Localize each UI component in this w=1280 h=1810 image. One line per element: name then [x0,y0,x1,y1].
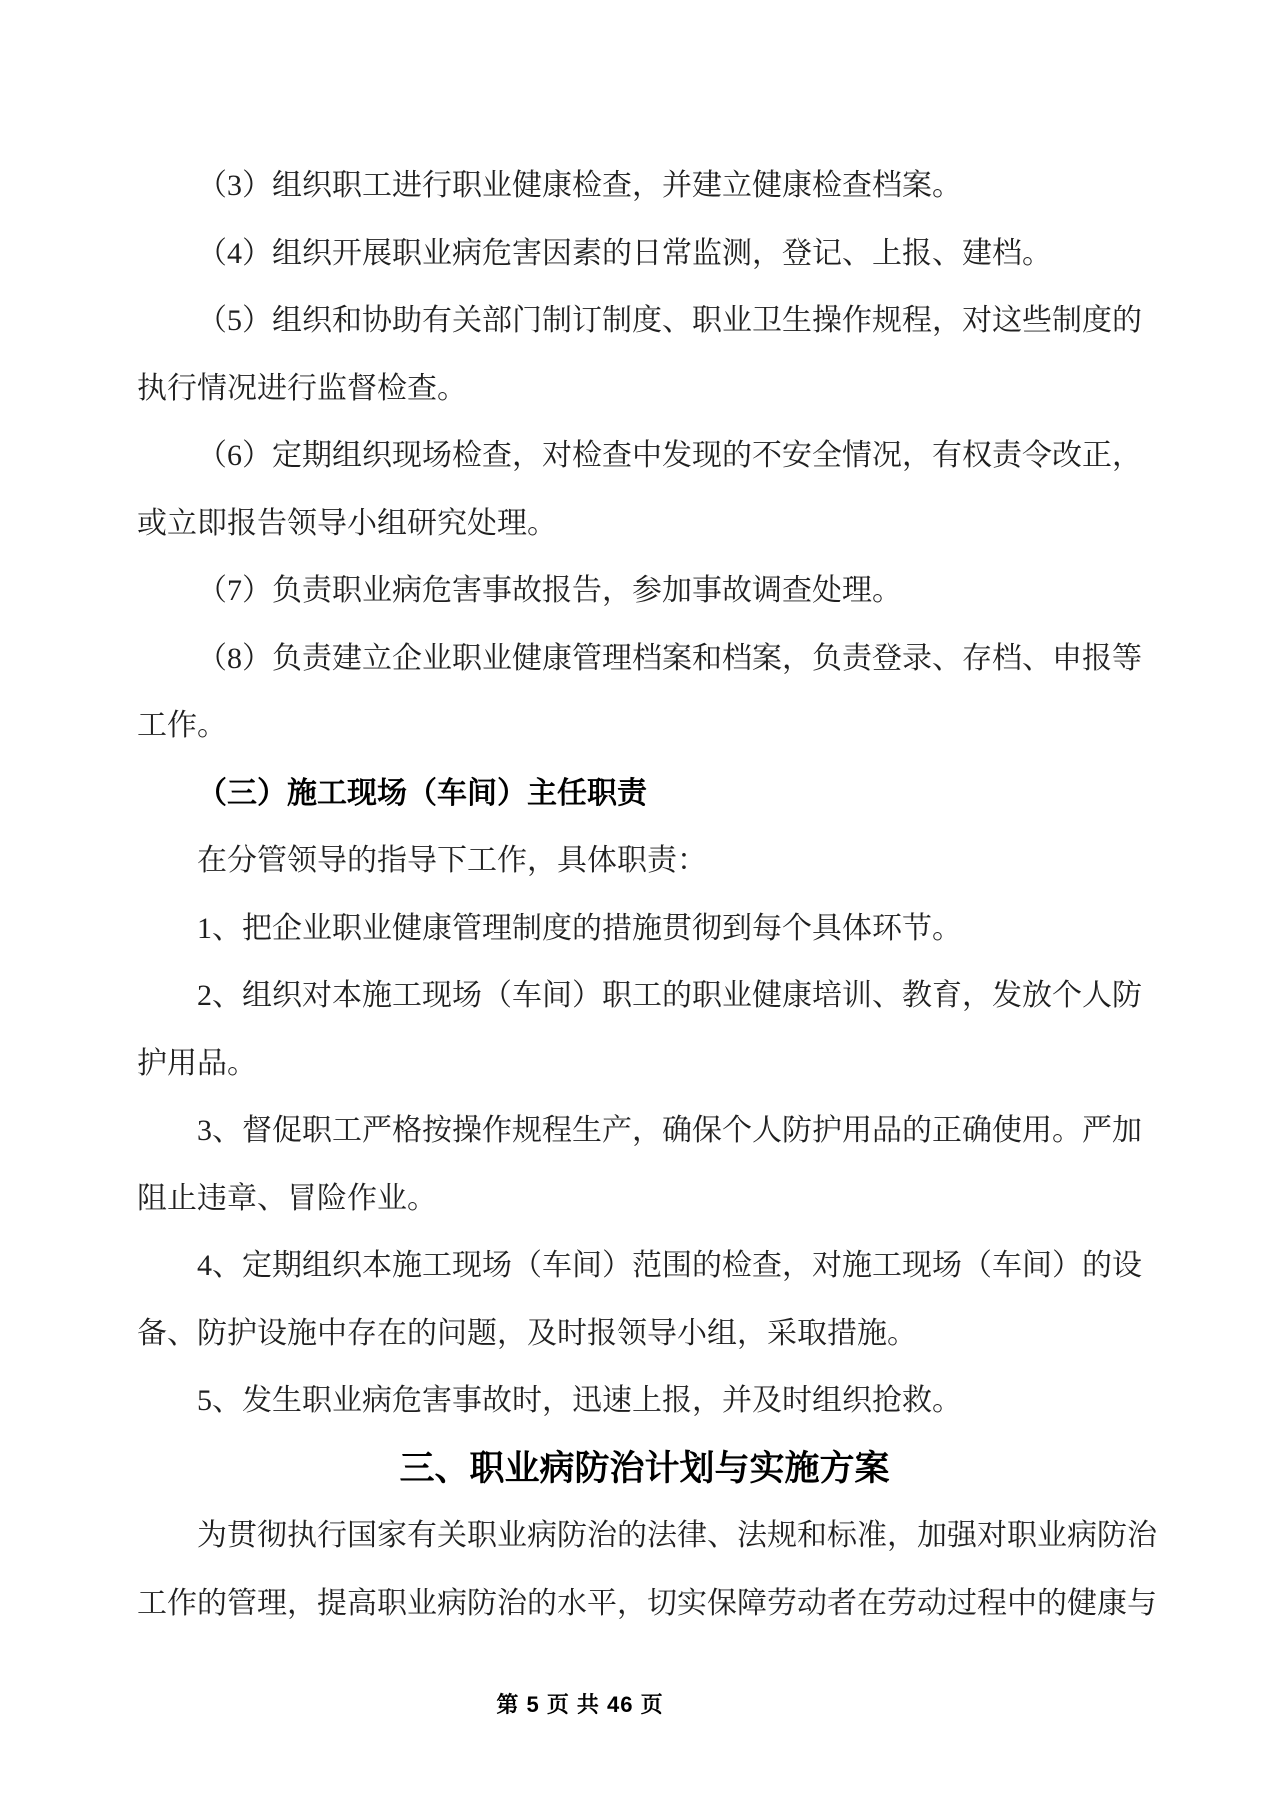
chapter-heading: 三、职业病防治计划与实施方案 [399,1448,890,1488]
text-line: 执行情况进行监督检查。 [137,371,467,405]
text-line: （5）组织和协助有关部门制订制度、职业卫生操作规程，对这些制度的 [197,304,1142,337]
text-line: 2、组织对本施工现场（车间）职工的职业健康培训、教育，发放个人防 [197,979,1142,1012]
text-line: 3、督促职工严格按操作规程生产，确保个人防护用品的正确使用。严加 [197,1114,1142,1147]
text-line: 4、定期组织本施工现场（车间）范围的检查，对施工现场（车间）的设 [197,1249,1142,1282]
text-line: 在分管领导的指导下工作，具体职责： [197,844,707,877]
text-line: （4）组织开展职业病危害因素的日常监测，登记、上报、建档。 [197,236,1052,270]
page-footer: 第 5 页 共 46 页 [496,1692,664,1717]
text-line: （3）组织职工进行职业健康检查，并建立健康检查档案。 [197,169,962,202]
text-line: 工作。 [137,709,227,742]
text-line: 护用品。 [137,1046,257,1080]
section-heading: （三）施工现场（车间）主任职责 [197,776,647,810]
text-line: 备、防护设施中存在的问题，及时报领导小组，采取措施。 [137,1316,917,1350]
text-line: 5、发生职业病危害事故时，迅速上报，并及时组织抢救。 [197,1384,962,1417]
text-line: （6）定期组织现场检查，对检查中发现的不安全情况，有权责令改正， [197,439,1142,472]
text-line: 为贯彻执行国家有关职业病防治的法律、法规和标准，加强对职业病防治 [197,1519,1157,1552]
document-text-block [137,152,1157,1637]
text-line: （7）负责职业病危害事故报告，参加事故调查处理。 [197,574,902,607]
text-line: 工作的管理，提高职业病防治的水平，切实保障劳动者在劳动过程中的健康与 [137,1586,1157,1620]
text-line: 阻止违章、冒险作业。 [137,1181,437,1215]
text-line: 1、把企业职业健康管理制度的措施贯彻到每个具体环节。 [197,911,962,945]
text-line: （8）负责建立企业职业健康管理档案和档案，负责登录、存档、申报等 [197,641,1142,675]
text-line: 或立即报告领导小组研究处理。 [137,506,557,540]
